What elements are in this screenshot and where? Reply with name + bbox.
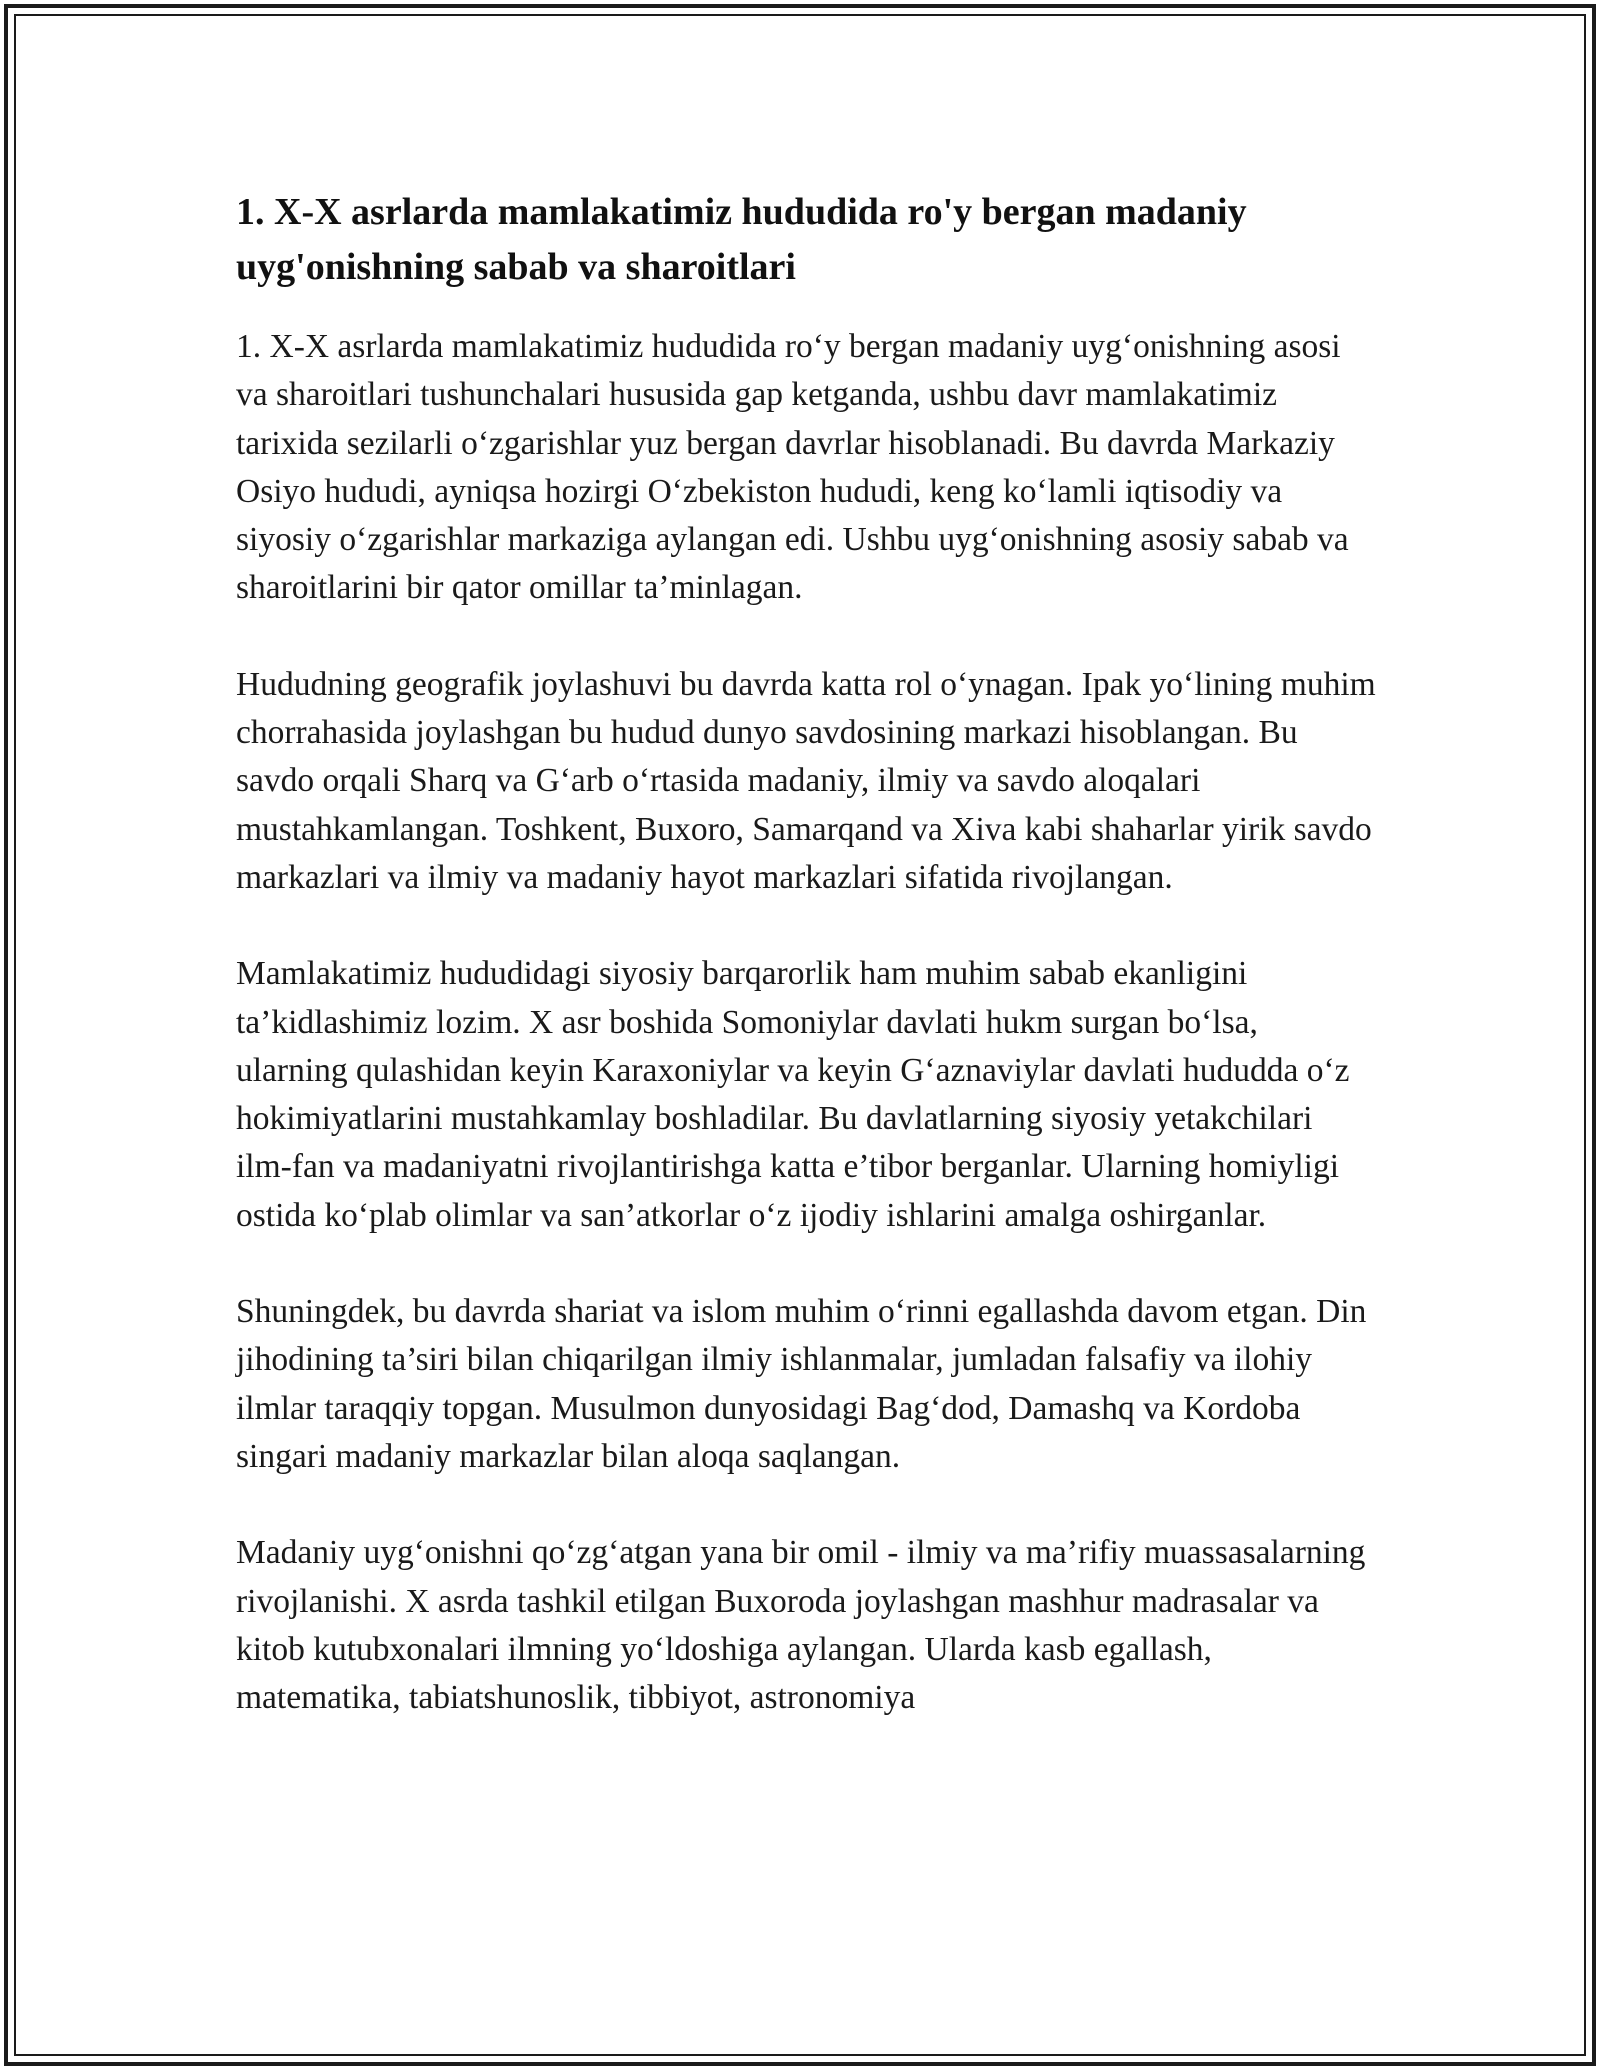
document-title: 1. X-X asrlarda mamlakatimiz hududida ro'y bergan madaniy uyg'onishning sabab va sharoitlari [236,191,1247,288]
paragraph-5: Madaniy uyg‘onishni qo‘zg‘atgan yana bir omil - ilmiy va ma’rifiy muassasalarning rivojlanishi. X asrda tashkil etilgan Buxoroda joylashgan mashhur madrasalar va kitob kutubxonalari ilmning yo‘ldoshiga aylangan. Ularda kasb egallash, matematika, tabiatshunoslik, tibbiyot, astronomiya [236,1534,1366,1717]
paragraph-3: Mamlakatimiz hududidagi siyosiy barqarorlik ham muhim sabab ekanligini ta’kidlashimiz lozim. X asr boshida Somoniylar davlati hukm surgan bo‘lsa, ularning qulashidan keyin Karaxoniylar va keyin G‘aznaviylar davlati hududda o‘z hokimiyatlarini mustahkamlay boshladilar. Bu davlatlarning siyosiy yetakchilari ilm-fan va madaniyatni rivojlantirishga katta e’tibor berganlar. Ularning homiyligi ostida ko‘plab olimlar va san’atkorlar o‘z ijodiy ishlarini amalga oshirganlar. [236,955,1350,1234]
paragraph-4: Shuningdek, bu davrda shariat va islom muhim o‘rinni egallashda davom etgan. Din jihodining ta’siri bilan chiqarilgan ilmiy ishlanmalar, jumladan falsafiy va ilohiy ilmlar taraqqiy topgan. Musulmon dunyosidagi Bag‘dod, Damashq va Kordoba singari madaniy markazlar bilan aloqa saqlangan. [236,1293,1367,1475]
paragraph-1: 1. X-X asrlarda mamlakatimiz hududida ro‘y bergan madaniy uyg‘onishning asosi va sharoitlari tushunchalari hususida gap ketganda, ushbu davr mamlakatimiz tarixida sezilarli o‘zgarishlar yuz bergan davrlar hisoblanadi. Bu davrda Markaziy Osiyo hududi, ayniqsa hozirgi O‘zbekiston hududi, keng ko‘lamli iqtisodiy va siyosiy o‘zgarishlar markaziga aylangan edi. Ushbu uyg‘onishning asosiy sabab va sharoitlarini bir qator omillar ta’minlagan. [236,328,1349,607]
paragraph-2: Hududning geografik joylashuvi bu davrda katta rol o‘ynagan. Ipak yo‘lining muhim chorrahasida joylashgan bu hudud dunyo savdosining markazi hisoblangan. Bu savdo orqali Sharq va G‘arb o‘rtasida madaniy, ilmiy va savdo aloqalari mustahkamlangan. Toshkent, Buxoro, Samarqand va Xiva kabi shaharlar yirik savdo markazlari va ilmiy va madaniy hayot markazlari sifatida rivojlangan. [236,665,1376,896]
document-body [236,185,1376,1770]
